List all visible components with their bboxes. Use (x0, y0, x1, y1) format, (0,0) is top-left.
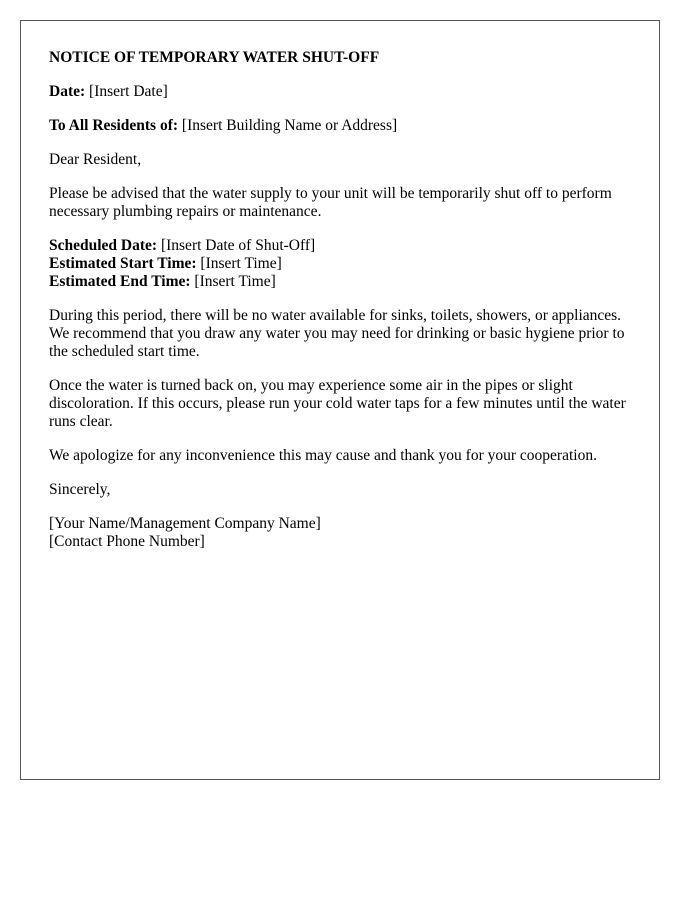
end-time-label: Estimated End Time: (49, 273, 191, 290)
scheduled-date-line (49, 237, 631, 255)
date-line (49, 83, 631, 101)
scheduled-date-value: [Insert Date of Shut-Off] (160, 237, 316, 254)
start-time-label: Estimated Start Time: (49, 255, 197, 272)
residents-label: To All Residents of: (49, 117, 179, 134)
residents-value: [Insert Building Name or Address] (181, 117, 398, 134)
period-paragraph: During this period, there will be no water available for sinks, toilets, showers, or appliances. We recommend that you draw any water you may need for drinking or basic hygiene prior to the scheduled start time. (49, 307, 625, 360)
signature-name: [Your Name/Management Company Name] (49, 515, 321, 532)
end-time-value: [Insert Time] (194, 273, 276, 290)
signature-phone: [Contact Phone Number] (49, 533, 205, 550)
scheduled-date-label: Scheduled Date: (49, 237, 158, 254)
intro-paragraph: Please be advised that the water supply to your unit will be temporarily shut off to perform necessary plumbing repairs or maintenance. (49, 185, 612, 220)
apology-paragraph: We apologize for any inconvenience this may cause and thank you for your cooperation. (49, 447, 597, 464)
notice-document (20, 20, 660, 780)
schedule-block (49, 237, 631, 291)
restore-paragraph: Once the water is turned back on, you may experience some air in the pipes or slight discoloration. If this occurs, please run your cold water taps for a few minutes until the water runs clear. (49, 377, 626, 430)
start-time-value: [Insert Time] (200, 255, 282, 272)
end-time-line (49, 273, 631, 291)
notice-title: NOTICE OF TEMPORARY WATER SHUT-OFF (49, 49, 380, 66)
signature-block (49, 515, 631, 551)
start-time-line (49, 255, 631, 273)
date-label: Date: (49, 83, 86, 100)
date-value: [Insert Date] (89, 83, 168, 100)
residents-line (49, 117, 631, 135)
closing: Sincerely, (49, 481, 111, 498)
salutation: Dear Resident, (49, 151, 142, 168)
